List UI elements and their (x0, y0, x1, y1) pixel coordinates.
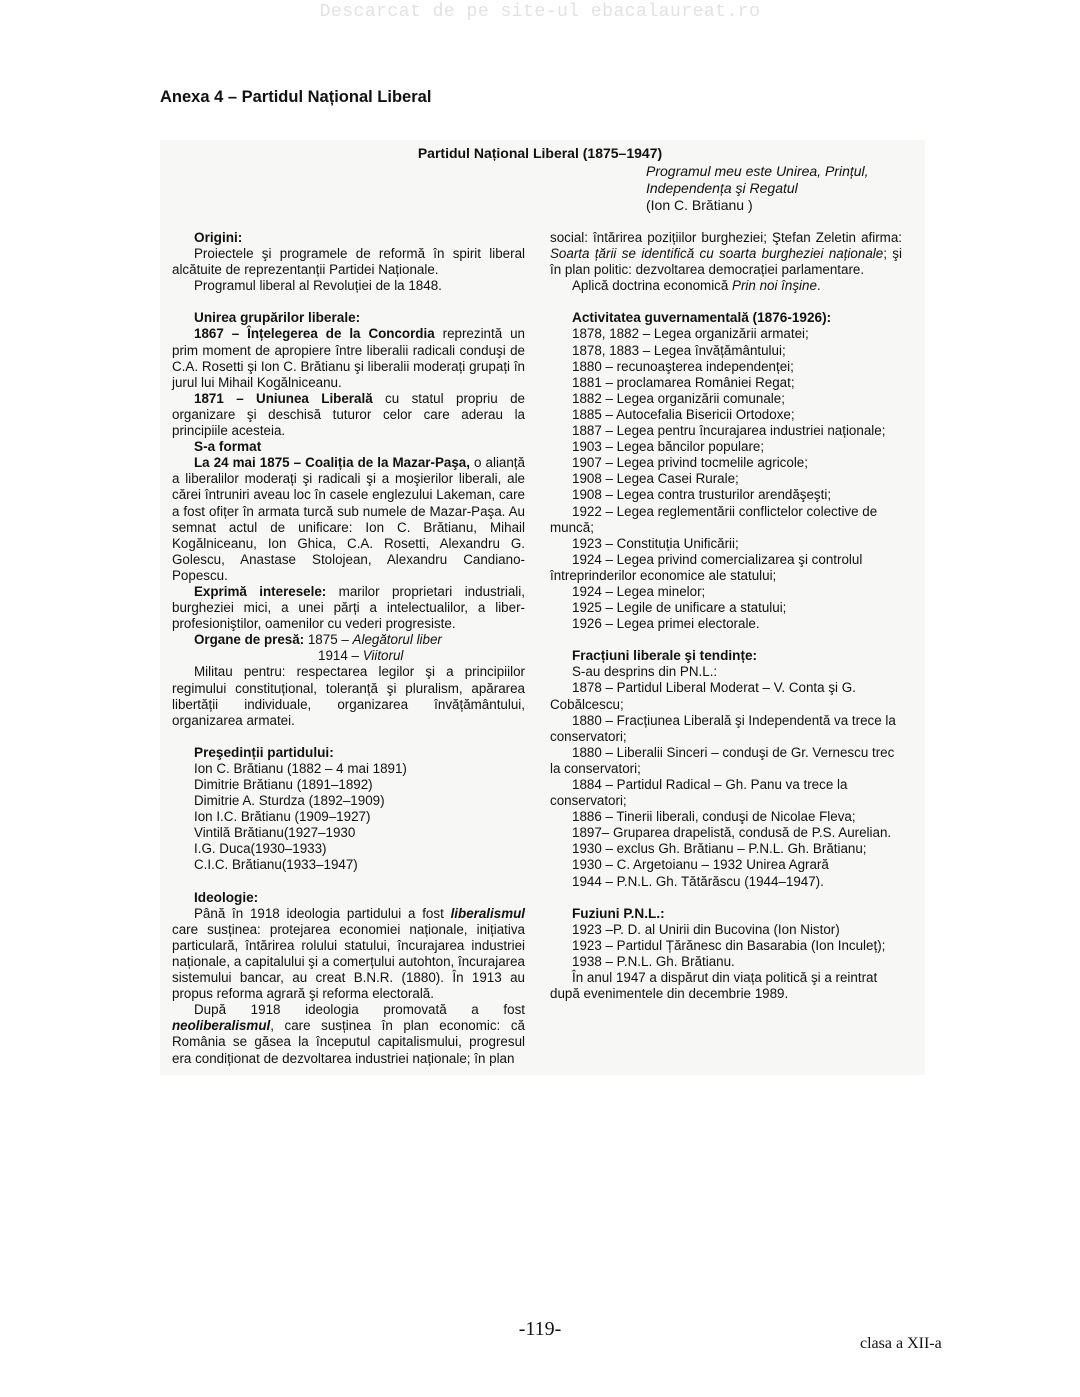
list-item: 1880 – Liberalii Sinceri – conduşi de Gr. Vernescu trec la conservatori; (550, 744, 895, 776)
right-column (550, 230, 902, 1002)
list-item: 1880 – recunoaşterea independenței; (572, 358, 794, 374)
heading-origini: Origini: (194, 230, 243, 245)
paragraph-doctrine: Aplică doctrina economică Prin noi înşine. (572, 278, 821, 294)
heading-fusions: Fuziuni P.N.L.: (572, 905, 665, 921)
list-item: 1881 – proclamarea României Regat; (572, 374, 795, 390)
factions-list (550, 664, 902, 889)
list-item: 1926 – Legea primei electorale. (572, 616, 760, 632)
list-item: C.I.C. Brătianu(1933–1947) (194, 857, 358, 873)
list-item: Vintilă Brătianu(1927–1930 (194, 825, 356, 841)
list-item: În anul 1947 a dispărut din viața politică şi a reintrat după evenimentele din decembrie 1989. (550, 970, 878, 1002)
left-column (172, 230, 525, 1067)
list-item: 1885 – Autocefalia Bisericii Ortodoxe; (572, 406, 795, 422)
list-item: Ion I.C. Brătianu (1909–1927) (194, 809, 371, 825)
list-item: 1880 – Fracțiunea Liberală şi Independentă va trece la conservatori; (550, 712, 896, 744)
list-item: 1924 – Legea privind comercializarea şi controlul întreprinderilor economice ale statului; (550, 551, 863, 583)
press-line-2: 1914 – Viitorul (318, 648, 404, 664)
list-item: Dimitrie A. Sturdza (1892–1909) (194, 793, 385, 809)
list-item: 1907 – Legea privind tocmelile agricole; (572, 455, 808, 471)
fusions-list (550, 922, 902, 1002)
paragraph: Proiectele şi programele de reformă în spirit liberal alcătuite de reprezentanții Partidei Naționale. (172, 246, 525, 278)
motto-line-2: Independența şi Regatul (646, 180, 798, 196)
list-item: 1887 – Legea pentru încurajarea industriei naționale; (572, 423, 886, 439)
list-item: Ion C. Brătianu (1882 – 4 mai 1891) (194, 760, 407, 776)
list-item: 1944 – P.N.L. Gh. Tătărăscu (1944–1947). (572, 873, 824, 889)
list-item: 1923 –P. D. al Unirii din Bucovina (Ion Nistor) (572, 921, 840, 937)
heading-factions: Fracțiuni liberale şi tendințe: (572, 648, 758, 664)
list-item: 1930 – C. Argetoianu – 1932 Unirea Agrară (572, 857, 829, 873)
motto (646, 163, 869, 214)
heading-ideologie: Ideologie: (194, 889, 259, 905)
list-item: S-au desprins din PN.L.: (572, 664, 718, 680)
list-item: 1925 – Legile de unificare a statului; (572, 600, 787, 616)
list-item: 1908 – Legea Casei Rurale; (572, 471, 739, 487)
list-item: 1908 – Legea contra trusturilor arendăşeşti; (572, 487, 832, 503)
paragraph-interests: Exprimă interesele: marilor proprietari industriali, burgheziei mici, a unei părți a intelectualilor, a liber-profesioniştilor, oamenilor cu vederi progresiste. (172, 583, 525, 632)
class-label: clasa a XII-a (860, 1335, 942, 1352)
list-item: 1884 – Partidul Radical – Gh. Panu va trece la conservatori; (550, 777, 848, 809)
paragraph-continuation: social: întărirea pozițiilor burgheziei; Ştefan Zeletin afirma: Soarta țării se identifică cu soarta burgheziei naționale; şi în plan politic: dezvoltarea democrației parlamentare. (550, 230, 902, 278)
list-item: 1903 – Legea băncilor populare; (572, 439, 765, 455)
list-item: 1886 – Tinerii liberali, conduşi de Nicolae Fleva; (572, 809, 856, 825)
list-item: 1882 – Legea organizării comunale; (572, 390, 785, 406)
list-item: 1930 – exclus Gh. Brătianu – P.N.L. Gh. Brătianu; (572, 841, 867, 857)
heading-presidents: Preşedinții partidului: (194, 744, 334, 760)
paragraph: Programul liberal al Revoluției de la 1848. (194, 278, 442, 294)
list-item: 1938 – P.N.L. Gh. Brătianu. (572, 953, 735, 969)
watermark: Descarcat de pe site-ul ebacalaureat.ro (319, 2, 761, 22)
motto-author: (Ion C. Brătianu ) (646, 197, 753, 213)
heading-unirea: Unirea grupărilor liberale: (194, 310, 361, 326)
heading-s-a-format: S-a format (194, 439, 262, 455)
list-item: 1878, 1882 – Legea organizării armatei; (572, 326, 809, 342)
list-item: 1897– Gruparea drapelistă, condusă de P.S. Aurelian. (572, 825, 892, 841)
motto-line-1: Programul meu este Unirea, Prințul, (646, 163, 869, 179)
document-title: Partidul Național Liberal (1875–1947) (417, 145, 663, 161)
paragraph-1871: 1871 – Uniunea Liberală cu statul propriu de organizare şi deschisă tuturor celor care aderau la principiile acesteia. (172, 390, 525, 439)
list-item: 1922 – Legea reglementării conflictelor colective de muncă; (550, 503, 878, 535)
list-item: 1923 – Partidul Țărănesc din Basarabia (Ion Inculeț); (572, 937, 886, 953)
paragraph-1867: 1867 – Înțelegerea de la Concordia reprezintă un prim moment de apropiere între liberalii radicali conduşi de C.A. Rosetti şi Ion C. Brătianu şi liberalii moderați grupați în jurul lui Mihail Kogălniceanu. (172, 326, 525, 390)
annex-title: Anexa 4 – Partidul Național Liberal (160, 88, 432, 106)
list-item: 1923 – Constituția Unificării; (572, 535, 739, 551)
list-item: 1878 – Partidul Liberal Moderat – V. Conta şi G. Cobălcescu; (550, 680, 856, 712)
paragraph-militau: Militau pentru: respectarea legilor şi a principiilor regimului constituțional, toleranță şi pluralism, apărarea libertății individuale, organizarea învățământului, organizarea armatei. (172, 664, 525, 728)
paragraph-1875: La 24 mai 1875 – Coaliția de la Mazar-Paşa, o alianță a liberalilor moderați şi radicali şi a moşierilor liberali, ale cărei întruniri aveau loc în casele englezului Lakeman, care a fost ofițer în armata turcă sub numele de Mazar-Paşa. Au semnat actul de unificare: Ion C. Brătianu, Mihail Kogălniceanu, Ion Ghica, C.A. Rosetti, Alexandru G. Golescu, Anastase Stolojean, Alexandru Candiano-Popescu. (172, 455, 525, 583)
presidents-list (172, 761, 525, 874)
heading-activity: Activitatea guvernamentală (1876-1926): (572, 310, 832, 326)
paragraph-ideologie-2: După 1918 ideologia promovată a fost neoliberalismul, care susținea în plan economic: că România se găsea la începutul capitalismului, progresul era condiționat de dezvoltarea industriei naționale; în plan (172, 1002, 525, 1066)
list-item: 1878, 1883 – Legea învățământului; (572, 342, 786, 358)
paragraph-ideologie-1: Până în 1918 ideologia partidului a fost liberalismul care susținea: protejarea economiei naționale, inițiativa particulară, întărirea rolului statului, încurajarea industriei naționale, a capitalului şi a comerțului autohton, încurajarea sistemului bancar, au creat B.N.R. (1880). În 1913 au propus reforma agrară şi reforma electorală. (172, 905, 525, 1002)
list-item: Dimitrie Brătianu (1891–1892) (194, 777, 373, 792)
list-item: I.G. Duca(1930–1933) (194, 841, 327, 857)
activity-list (550, 326, 902, 632)
press-line-1: Organe de presă: 1875 – Alegătorul liber (194, 632, 442, 648)
list-item: 1924 – Legea minelor; (572, 583, 706, 599)
page-number: -119- (518, 1318, 562, 1340)
